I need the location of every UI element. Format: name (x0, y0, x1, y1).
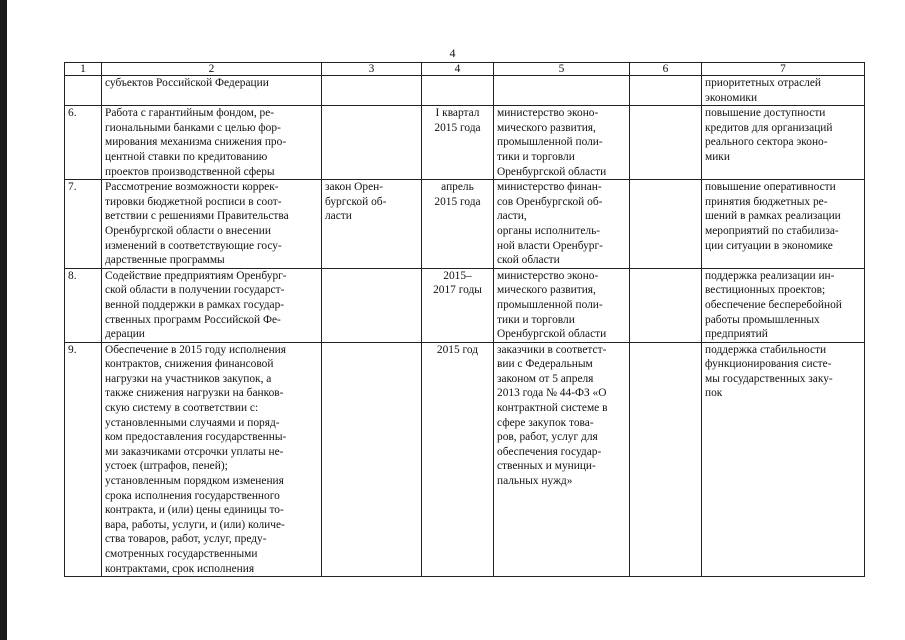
text-line: проектов производственной сферы (105, 165, 275, 178)
text-line: смотренных государственными (105, 548, 258, 560)
text-line: ции ситуации в экономике (705, 239, 833, 252)
text-line: срока исполнения государственного (105, 489, 280, 502)
text-line: мического развития, (497, 121, 596, 134)
text-line: контрактной системе в (497, 402, 608, 415)
result-text (702, 268, 865, 342)
row-number: 9. (65, 342, 102, 577)
instrument-text (322, 76, 422, 106)
text-line: Оренбургской области (497, 165, 607, 178)
text-line: гиональными банками с целью фор- (105, 121, 281, 134)
result-text (702, 106, 865, 180)
result-text (702, 180, 865, 269)
row-number: 8. (65, 268, 102, 342)
column6-text (630, 180, 702, 269)
text-line: предприятий (705, 328, 768, 341)
result-text (702, 342, 865, 577)
text-line: ласти, (497, 210, 527, 223)
text-line: ной власти Оренбург- (497, 239, 603, 252)
text-line: реального сектора эконо- (705, 136, 828, 149)
text-line: Работа с гарантийным фондом, ре- (105, 107, 275, 120)
text-line: вестиционных проектов; (705, 284, 826, 297)
text-line: ком предоставления государственны- (105, 431, 287, 444)
text-line: кредитов для организаций (705, 121, 833, 134)
text-line: обеспечения государ- (497, 445, 602, 458)
term-text (422, 76, 494, 106)
text-line: устоек (штрафов, пеней); (105, 460, 228, 473)
text-line: вии с Федеральным (497, 358, 593, 371)
executor-text (494, 342, 630, 577)
text-line: повышение оперативности (705, 181, 836, 194)
text-line: тики и торговли (497, 313, 575, 326)
measure-text (102, 268, 322, 342)
text-line: обеспечение бесперебойной (705, 298, 842, 311)
text-line: Оренбургской области о внесении (105, 224, 271, 237)
text-line: ской области в получении государст- (105, 284, 285, 297)
table-row (65, 268, 865, 342)
text-line: Рассмотрение возможности коррек- (105, 181, 279, 194)
text-line: мы государственных заку- (705, 372, 833, 385)
text-line: министерство эконо- (497, 269, 599, 282)
text-line: 2017 годы (433, 284, 482, 297)
measure-text (102, 342, 322, 577)
table-row (65, 180, 865, 269)
text-line: экономики (705, 91, 758, 104)
text-line: ственных и муници- (497, 460, 596, 473)
text-line: 2013 года № 44-ФЗ «О (497, 387, 607, 400)
text-line: шений в рамках реализации (705, 210, 841, 223)
text-line: закон Орен- (325, 181, 384, 194)
table-row (65, 76, 865, 106)
result-text (702, 76, 865, 106)
text-line: 2015 год (436, 343, 479, 356)
executor-text (494, 180, 630, 269)
text-line: центной ставки по кредитованию (105, 150, 268, 163)
column-number: 7 (702, 63, 865, 76)
text-line: промышленной поли- (497, 298, 603, 311)
executor-text (494, 76, 630, 106)
text-line: пок (705, 387, 723, 400)
text-line: 2015 года (434, 195, 481, 208)
text-line: Обеспечение в 2015 году исполнения (105, 343, 287, 356)
text-line: также снижения нагрузки на банков- (105, 387, 284, 400)
text-line: дерации (105, 328, 145, 341)
text-line: ласти (325, 210, 352, 223)
text-line: нагрузки на участников закупок, а (105, 372, 272, 385)
executor-text (494, 268, 630, 342)
scan-page-edge (0, 0, 7, 640)
column6-text (630, 76, 702, 106)
table-row (65, 342, 865, 577)
text-line: тики и торговли (497, 150, 575, 163)
text-line: пальных нужд» (497, 475, 573, 488)
text-line: субъектов Российской Федерации (105, 77, 269, 89)
text-line: сов Оренбургской об- (497, 195, 603, 208)
column-number-row (65, 63, 865, 76)
text-line: контрактами, срок исполнения (105, 562, 255, 575)
text-line: ветствии с решениями Правительства (105, 210, 289, 223)
text-line: изменений в соответствующие госу- (105, 239, 282, 252)
text-line: установленным порядком изменения (105, 475, 284, 488)
text-line: министерство эконо- (497, 107, 599, 120)
text-line: 2015 года (434, 121, 481, 134)
text-line: функционирования систе- (705, 358, 832, 371)
text-line: поддержка стабильности (705, 343, 827, 356)
instrument-text (322, 180, 422, 269)
text-line: контракта, и (или) цены единицы то- (105, 504, 284, 517)
term-text (422, 106, 494, 180)
text-line: ми заказчиками отсрочки уплаты не- (105, 445, 284, 458)
text-line: заказчики в соответст- (497, 343, 607, 356)
text-line: законом от 5 апреля (497, 372, 594, 385)
text-line: ства товаров, работ, услуг, преду- (105, 533, 267, 546)
text-line: ской области (497, 254, 560, 267)
page-number: 4 (449, 46, 456, 60)
table-row (65, 106, 865, 180)
text-line: мирования механизма снижения про- (105, 136, 287, 149)
term-text (422, 268, 494, 342)
column-number: 1 (65, 63, 102, 76)
text-line: сфере закупок това- (497, 416, 594, 429)
measure-text (102, 76, 322, 106)
instrument-text (322, 268, 422, 342)
column-number: 6 (630, 63, 702, 76)
text-line: поддержка реализации ин- (705, 269, 835, 282)
text-line: мического развития, (497, 284, 596, 297)
text-line: бургской об- (325, 195, 387, 208)
text-line: вара, работы, услуги, и (или) количе- (105, 518, 285, 531)
text-line: приоритетных отраслей (705, 77, 821, 89)
column-number: 3 (322, 63, 422, 76)
text-line: министерство финан- (497, 181, 602, 194)
column6-text (630, 342, 702, 577)
text-line: контрактов, снижения финансовой (105, 358, 274, 371)
text-line: повышение доступности (705, 107, 826, 120)
text-line: установленными случаями и поряд- (105, 416, 280, 429)
measures-table (64, 62, 865, 577)
instrument-text (322, 106, 422, 180)
row-number (65, 76, 102, 106)
text-line: промышленной поли- (497, 136, 603, 149)
column6-text (630, 106, 702, 180)
term-text (422, 342, 494, 577)
text-line: органы исполнитель- (497, 224, 601, 237)
text-line: скую систему в соответствии с: (105, 402, 259, 415)
text-line: дарственные программы (105, 254, 225, 267)
text-line: Оренбургской области (497, 328, 607, 341)
text-line: мики (705, 150, 730, 163)
row-number: 7. (65, 180, 102, 269)
text-line: 2015– (443, 269, 472, 282)
row-number: 6. (65, 106, 102, 180)
column-number: 2 (102, 63, 322, 76)
column-number: 4 (422, 63, 494, 76)
executor-text (494, 106, 630, 180)
column-number: 5 (494, 63, 630, 76)
term-text (422, 180, 494, 269)
text-line: принятия бюджетных ре- (705, 195, 828, 208)
text-line: I квартал (435, 107, 480, 120)
text-line: тировки бюджетной росписи в соот- (105, 195, 282, 208)
text-line: ров, работ, услуг для (497, 431, 598, 444)
column6-text (630, 268, 702, 342)
instrument-text (322, 342, 422, 577)
text-line: венной поддержки в рамках государ- (105, 298, 285, 311)
measure-text (102, 180, 322, 269)
text-line: Содействие предприятиям Оренбург- (105, 269, 287, 282)
text-line: апрель (441, 181, 474, 194)
text-line: мероприятий по стабилиза- (705, 224, 839, 237)
text-line: ственных программ Российской Фе- (105, 313, 281, 326)
measure-text (102, 106, 322, 180)
text-line: работы промышленных (705, 313, 820, 326)
